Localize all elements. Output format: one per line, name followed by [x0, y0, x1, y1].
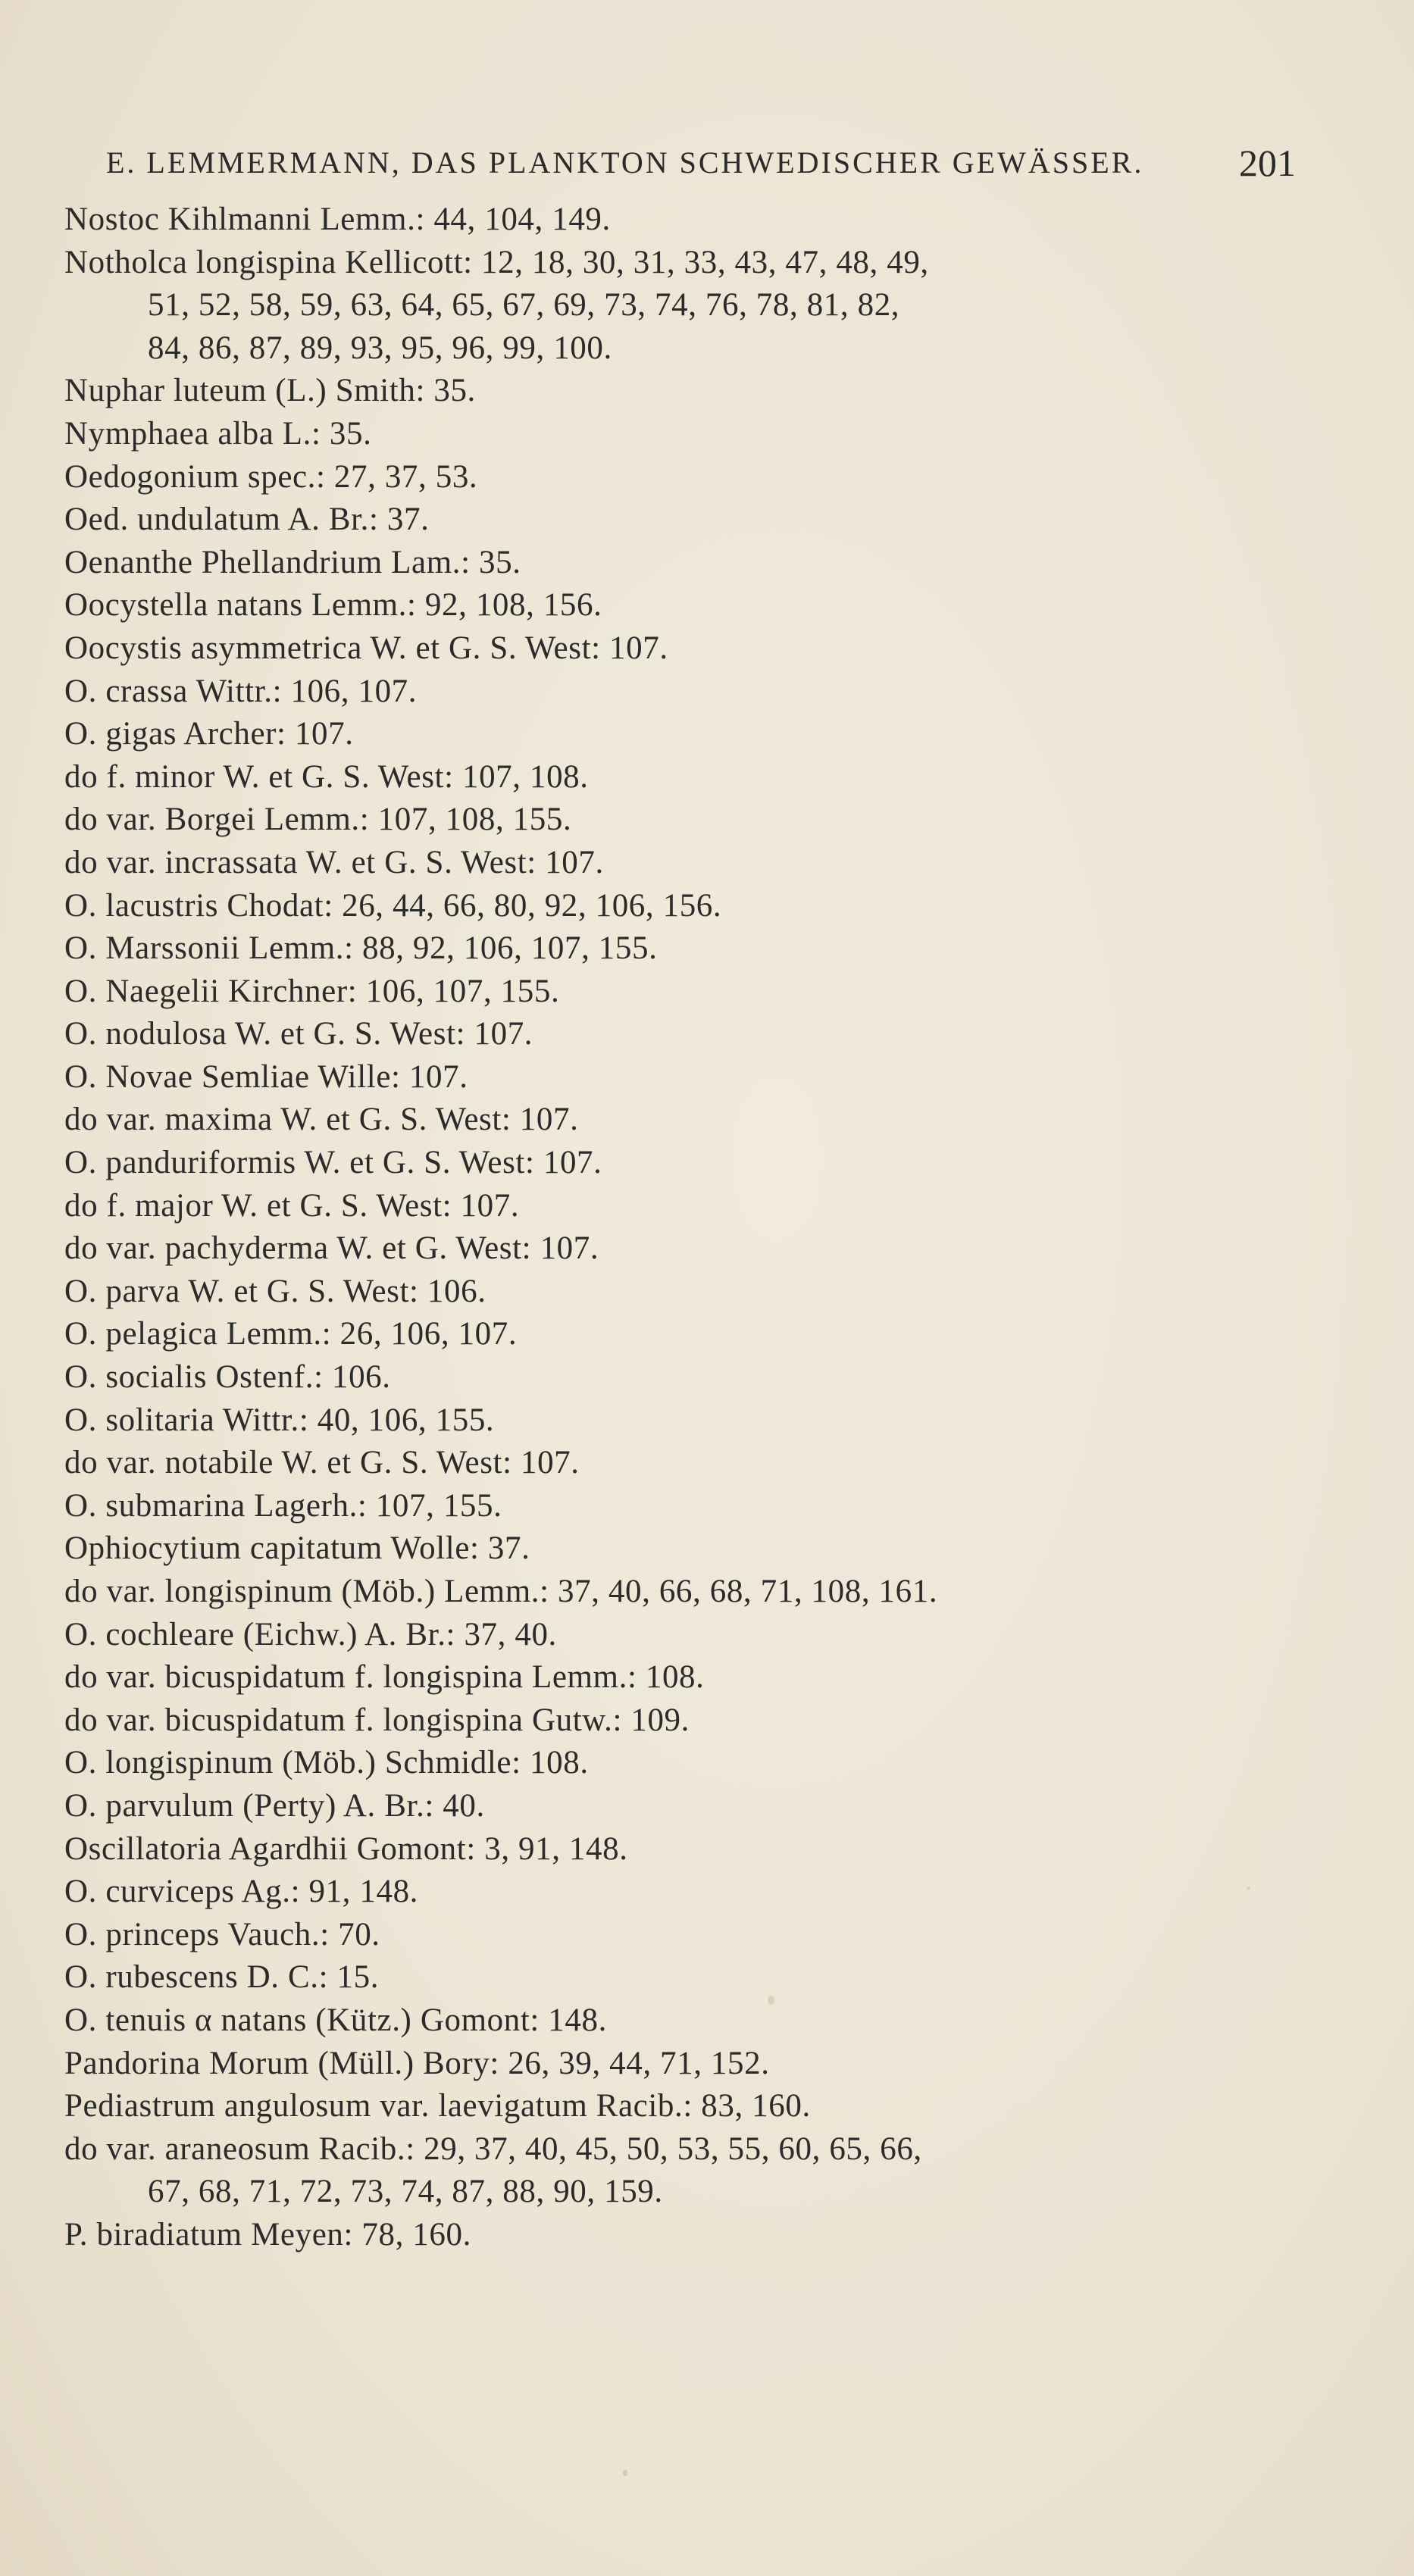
index-entry: [64, 1742, 1307, 1785]
index-entry: [64, 1399, 1307, 1443]
entry-line: Oed. undulatum A. Br.: 37.: [64, 502, 430, 538]
entry-line: Oenanthe Phellandrium Lam.: 35.: [64, 544, 521, 580]
index-entry: [64, 1271, 1307, 1314]
entry-line: do var. maxima W. et G. S. West: 107.: [64, 1102, 579, 1138]
index-entry: [64, 1227, 1307, 1271]
index-entries: [64, 199, 1307, 2257]
index-entry: [64, 2128, 1307, 2214]
page-header: [106, 140, 1296, 186]
index-entry: [64, 199, 1307, 242]
index-entry: [64, 885, 1307, 928]
index-entry: [64, 2043, 1307, 2086]
entry-continuation-line: 67, 68, 71, 72, 73, 74, 87, 88, 90, 159.: [148, 2174, 663, 2210]
index-entry: [64, 242, 1307, 370]
entry-line: Ophiocytium capitatum Wolle: 37.: [64, 1530, 530, 1567]
entry-line: O. socialis Ostenf.: 106.: [64, 1359, 391, 1396]
entry-line: O. cochleare (Eichw.) A. Br.: 37, 40.: [64, 1616, 557, 1652]
entry-line: Oedogonium spec.: 27, 37, 53.: [64, 458, 478, 495]
index-entry: [64, 1914, 1307, 1957]
entry-line: O. pelagica Lemm.: 26, 106, 107.: [64, 1316, 518, 1352]
index-entry: [64, 627, 1307, 671]
index-entry: [64, 2214, 1307, 2257]
entry-line: do var. longispinum (Möb.) Lemm.: 37, 40, 66, 68, 71, 108, 161.: [64, 1574, 938, 1609]
entry-line: do var. incrassata W. et G. S. West: 107.: [64, 844, 604, 880]
entry-line: do var. Borgei Lemm.: 107, 108, 155.: [64, 802, 572, 838]
entry-line: do var. pachyderma W. et G. West: 107.: [64, 1230, 599, 1267]
entry-line: Nuphar luteum (L.) Smith: 35.: [64, 373, 476, 409]
entry-continuation-line: 84, 86, 87, 89, 93, 95, 96, 99, 100.: [148, 330, 612, 366]
index-entry: [64, 1185, 1307, 1228]
entry-continuation-line: 51, 52, 58, 59, 63, 64, 65, 67, 69, 73, 74, 76, 78, 81, 82,: [148, 287, 900, 324]
index-entry: [64, 1956, 1307, 1999]
entry-line: O. tenuis α natans (Kütz.) Gomont: 148.: [64, 2002, 607, 2038]
entry-line: Nostoc Kihlmanni Lemm.: 44, 104, 149.: [64, 202, 611, 237]
index-entry: [64, 1828, 1307, 1871]
index-entry: [64, 1356, 1307, 1399]
entry-line: O. princeps Vauch.: 70.: [64, 1916, 380, 1952]
index-entry: [64, 1142, 1307, 1185]
index-entry: [64, 1485, 1307, 1528]
entry-line: do var. bicuspidatum f. longispina Gutw.: 109.: [64, 1702, 690, 1738]
index-entry: [64, 799, 1307, 842]
entry-line: O. panduriformis W. et G. S. West: 107.: [64, 1145, 602, 1181]
entry-line: O. rubescens D. C.: 15.: [64, 1959, 380, 1996]
index-entry: [64, 584, 1307, 627]
entry-line: Notholca longispina Kellicott: 12, 18, 30, 31, 33, 43, 47, 48, 49,: [64, 244, 929, 280]
index-entry: [64, 1527, 1307, 1571]
entry-line: Oscillatoria Agardhii Gomont: 3, 91, 148.: [64, 1830, 628, 1867]
paper-stain: [623, 2470, 627, 2476]
index-entry: [64, 413, 1307, 456]
entry-line: O. nodulosa W. et G. S. West: 107.: [64, 1016, 533, 1052]
entry-line: do f. major W. et G. S. West: 107.: [64, 1187, 520, 1224]
index-entry: [64, 1871, 1307, 1914]
index-entry: [64, 542, 1307, 585]
entry-line: do f. minor W. et G. S. West: 107, 108.: [64, 758, 589, 795]
entry-line: Pandorina Morum (Müll.) Bory: 26, 39, 44, 71, 152.: [64, 2045, 770, 2081]
index-entry: [64, 671, 1307, 714]
index-entry: [64, 1699, 1307, 1743]
entry-line: P. biradiatum Meyen: 78, 160.: [64, 2216, 471, 2252]
index-entry: [64, 1013, 1307, 1056]
entry-line: O. solitaria Wittr.: 40, 106, 155.: [64, 1402, 495, 1438]
index-entry: [64, 2085, 1307, 2128]
entry-line: Nymphaea alba L.: 35.: [64, 415, 372, 452]
entry-line: do var. notabile W. et G. S. West: 107.: [64, 1445, 580, 1481]
index-entry: [64, 713, 1307, 756]
entry-line: do var. bicuspidatum f. longispina Lemm.: 108.: [64, 1659, 705, 1696]
index-entry: [64, 1442, 1307, 1485]
index-entry: [64, 456, 1307, 499]
entry-line: do var. araneosum Racib.: 29, 37, 40, 45, 50, 53, 55, 60, 65, 66,: [64, 2131, 922, 2167]
entry-line: O. longispinum (Möb.) Schmidle: 108.: [64, 1745, 589, 1781]
index-entry: [64, 1614, 1307, 1657]
running-title: E. LEMMERMANN, DAS PLANKTON SCHWEDISCHER GEWÄSSER.: [106, 145, 1144, 180]
index-entry: [64, 1056, 1307, 1099]
index-entry: [64, 842, 1307, 885]
index-entry: [64, 927, 1307, 971]
entry-line: Oocystis asymmetrica W. et G. S. West: 107.: [64, 630, 668, 666]
entry-line: O. gigas Archer: 107.: [64, 716, 354, 752]
index-entry: [64, 971, 1307, 1014]
index-entry: [64, 1313, 1307, 1356]
index-entry: [64, 756, 1307, 799]
entry-line: O. crassa Wittr.: 106, 107.: [64, 673, 418, 709]
index-entry: [64, 1571, 1307, 1614]
index-entry: [64, 1099, 1307, 1142]
entry-line: O. lacustris Chodat: 26, 44, 66, 80, 92, 106, 156.: [64, 887, 722, 924]
entry-line: O. Naegelii Kirchner: 106, 107, 155.: [64, 973, 560, 1009]
index-entry: [64, 1785, 1307, 1828]
entry-line: O. parva W. et G. S. West: 106.: [64, 1273, 486, 1309]
index-entry: [64, 499, 1307, 542]
entry-line: O. parvulum (Perty) A. Br.: 40.: [64, 1787, 485, 1824]
entry-line: O. Marssonii Lemm.: 88, 92, 106, 107, 155.: [64, 930, 658, 967]
index-entry: [64, 1999, 1307, 2043]
entry-line: Pediastrum angulosum var. laevigatum Racib.: 83, 160.: [64, 2088, 811, 2124]
index-entry: [64, 1656, 1307, 1699]
entry-line: O. submarina Lagerh.: 107, 155.: [64, 1487, 502, 1524]
index-entry: [64, 370, 1307, 413]
entry-line: O. curviceps Ag.: 91, 148.: [64, 1874, 419, 1910]
page-number: 201: [1239, 142, 1296, 184]
entry-line: Oocystella natans Lemm.: 92, 108, 156.: [64, 587, 602, 624]
entry-line: O. Novae Semliae Wille: 107.: [64, 1058, 468, 1095]
